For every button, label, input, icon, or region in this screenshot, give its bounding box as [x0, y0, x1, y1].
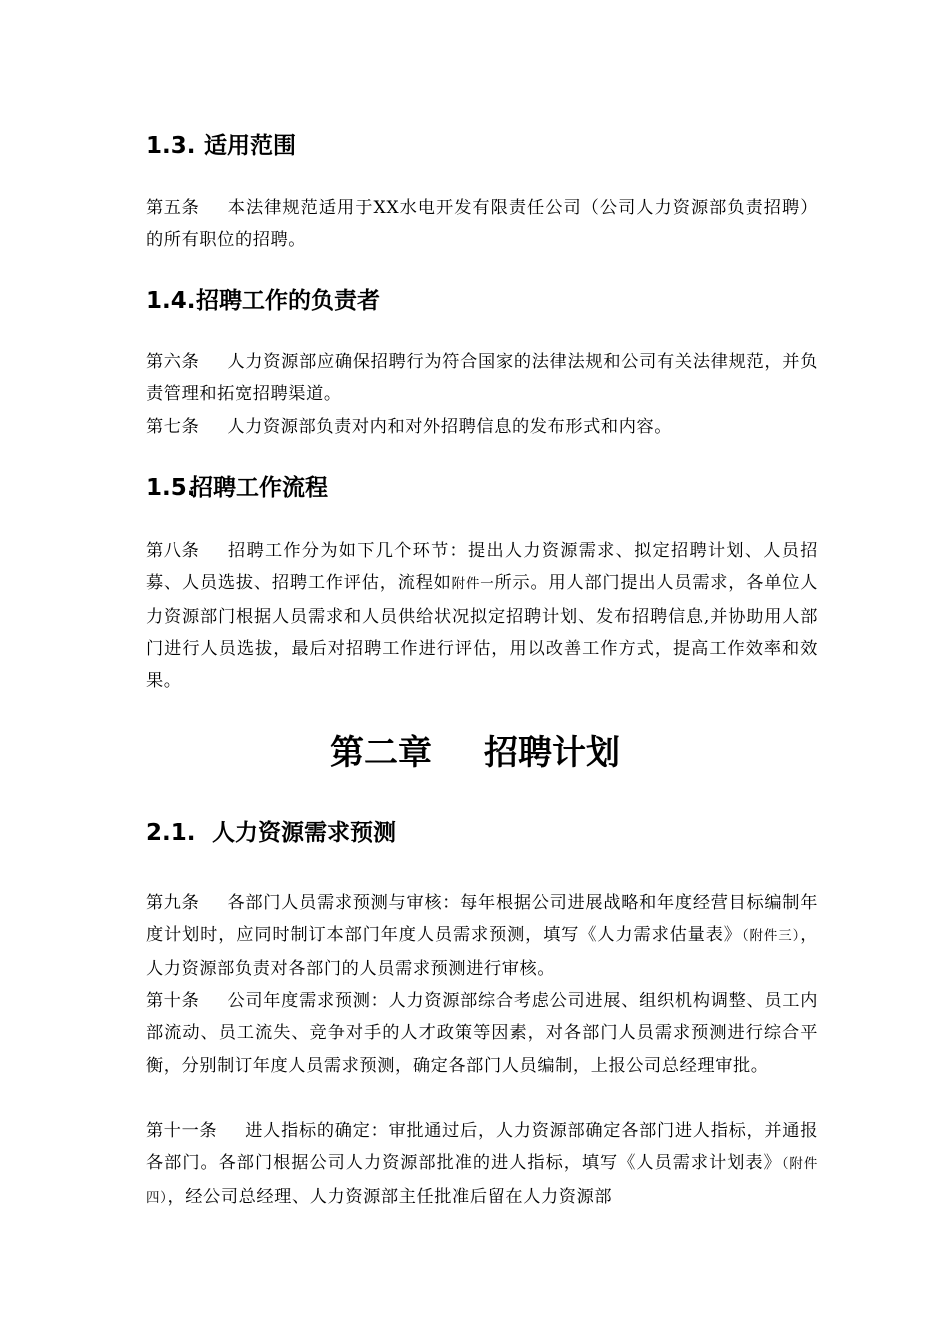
article-label: 第七条: [146, 417, 200, 437]
section-number: 1.3.: [146, 133, 196, 159]
attachment-reference: 附件一: [451, 576, 495, 593]
section-number: 2.1.: [146, 820, 196, 846]
section-heading-1-3: [146, 131, 296, 161]
article-7: [146, 411, 818, 443]
section-heading-2-1: [146, 818, 396, 848]
article-text-continued: 所示。用人部门提出人员需求，各单位人力资源部门根据人员需求和人员供给状况拟定招聘计划、发布招聘信息,并协助用人部门进行人员选拔，最后对招聘工作进行评估，用以改善工作方式，提高工作效率和效果。: [146, 573, 818, 692]
section-heading-1-5: [146, 473, 328, 503]
article-label: 第六条: [146, 352, 200, 372]
article-9: [146, 887, 818, 985]
article-text: 招聘工作分为如下几个环节：提出人力资源需求、拟定招聘计划、人员招募、人员选拔、招聘工作评估，流程如: [146, 541, 818, 594]
article-11: [146, 1115, 818, 1214]
section-number: 1.4.: [146, 288, 196, 314]
article-6: [146, 346, 818, 411]
article-text: 人力资源部应确保招聘行为符合国家的法律法规和公司有关法律规范，并负责管理和拓宽招聘渠道。: [146, 352, 818, 405]
article-label: 第八条: [146, 541, 200, 561]
article-text-continued: ，经公司总经理、人力资源部主任批准后留在人力资源部: [167, 1186, 613, 1207]
article-10: [146, 985, 818, 1082]
chapter-title: [0, 730, 950, 776]
section-title: 适用范围: [204, 133, 296, 159]
article-text: 公司年度需求预测：人力资源部综合考虑公司进展、组织机构调整、员工内部流动、员工流失、竞争对手的人才政策等因素，对各部门人员需求预测进行综合平衡，分别制订年度人员需求预测，确定各部门人员编制，上报公司总经理审批。: [146, 991, 818, 1076]
article-text: 本法律规范适用于XX水电开发有限责任公司（公司人力资源部负责招聘）的所有职位的招聘。: [146, 198, 818, 251]
article-text: 进人指标的确定：审批通过后，人力资源部确定各部门进人指标，并通报各部门。各部门根据公司人力资源部批准的进人指标，填写《人员需求计划表》: [146, 1121, 818, 1174]
chapter-name: 招聘计划: [484, 733, 620, 773]
article-label: 第十条: [146, 991, 200, 1011]
section-title: 招聘工作的负责者: [196, 288, 380, 314]
article-8: [146, 535, 818, 697]
section-title: 招聘工作流程: [190, 475, 328, 501]
chapter-label: 第二章: [330, 733, 432, 773]
article-text: 人力资源部负责对内和对外招聘信息的发布形式和内容。: [227, 417, 673, 437]
section-number: 1.5.: [146, 475, 196, 501]
section-title: 人力资源需求预测: [212, 820, 396, 846]
article-label: 第十一条: [146, 1121, 218, 1141]
article-text: 各部门人员需求预测与审核：每年根据公司进展战略和年度经营目标编制年度计划时，应同时制订本部门年度人员需求预测，填写《人力需求估量表》: [146, 893, 818, 946]
attachment-reference: （附件四）: [146, 1156, 818, 1206]
article-label: 第九条: [146, 893, 200, 913]
article-5: [146, 192, 818, 257]
attachment-reference: （附件三）: [741, 928, 801, 945]
section-heading-1-4: [146, 286, 380, 316]
article-label: 第五条: [146, 198, 200, 218]
article-text-continued: ，人力资源部负责对各部门的人员需求预测进行审核。: [146, 925, 818, 979]
